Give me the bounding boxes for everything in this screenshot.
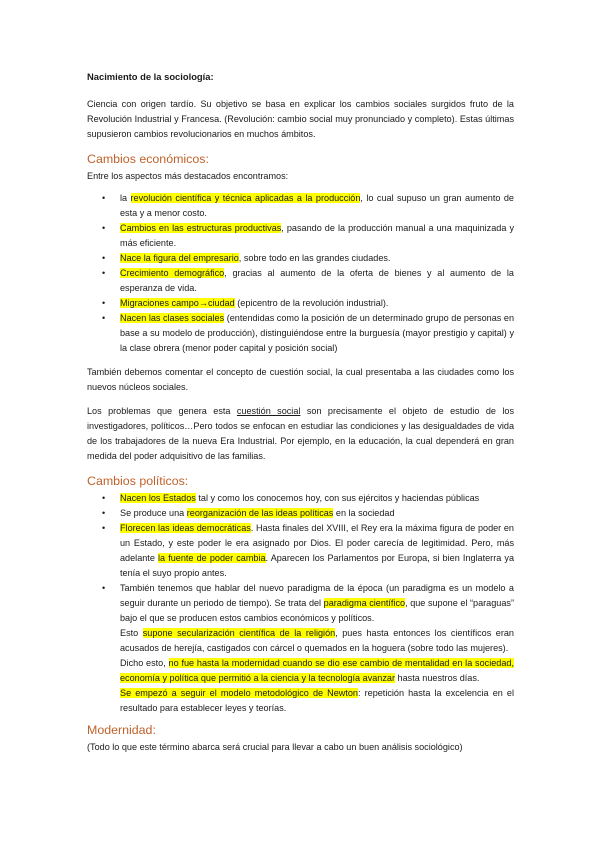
text-run: Esto	[120, 628, 143, 638]
highlighted-text: Cambios en las estructuras productivas	[120, 223, 282, 233]
text-run: (Todo lo que este término abarca será crucial para llevar a cabo un buen análisis sociológico)	[87, 742, 463, 752]
highlighted-text: reorganización de las ideas políticas	[186, 508, 334, 518]
list-item	[102, 581, 514, 716]
list-item	[102, 491, 514, 506]
section-heading-modernity: Modernidad:	[87, 723, 156, 737]
document-title: Nacimiento de la sociología:	[87, 71, 214, 82]
text-run: , sobre todo en las grandes ciudades.	[238, 253, 391, 263]
list-item	[102, 296, 514, 311]
section-heading-political: Cambios políticos:	[87, 474, 189, 488]
text-run: . Hasta finales del XVIII, el Rey era la máxima figura de poder en un Estado, y este poder le era asignado por Dios. El poder carecía de legitimidad. Pero, más adelante	[120, 523, 514, 563]
list-item	[102, 521, 515, 581]
text-run: , lo cual supuso un gran aumento de esta y a menor costo.	[120, 193, 514, 218]
political-list	[87, 491, 514, 716]
bullet-icon: •	[102, 493, 106, 503]
modernity-paragraph	[87, 740, 514, 755]
bullet-icon: •	[102, 583, 106, 593]
highlighted-text: Crecimiento demográfico	[120, 268, 225, 278]
highlighted-text: revolución científica y técnica aplicadas a la producción	[130, 193, 361, 203]
text-run: la	[120, 193, 131, 203]
text-run: (entendidas como la posición de un determinado grupo de personas en base a su modelo de producción), distinguiéndose entre la burguesía (mayor prestigio y capital) y la clase obrera (menor poder capital y posición social)	[120, 313, 514, 353]
text-run: son precisamente el objeto de estudio de los investigadores, políticos…Pero todos se enfocan en estudiar las condiciones y las desigualdades de vida de los trabajadores de la nueva Era Industrial. Por ejemplo, en la educación, la cual dependerá en gran medida del poder adquisitivo de las familias.	[87, 406, 515, 461]
list-item	[102, 251, 514, 266]
list-item	[102, 221, 514, 251]
economic-paragraph-1	[87, 365, 514, 395]
bullet-icon: •	[102, 253, 106, 263]
text-run: Se produce una	[120, 508, 187, 518]
section-heading-economic: Cambios económicos:	[87, 152, 209, 166]
text-run: También debemos comentar el concepto de cuestión social, la cual presentaba a las ciudades como los nuevos núcleos sociales.	[87, 367, 514, 392]
text-run: en la sociedad	[333, 508, 395, 518]
economic-list	[87, 191, 514, 356]
text-run: También tenemos que hablar del nuevo paradigma de la época (un paradigma es un modelo a seguir durante un periodo de tiempo). Se trata del	[120, 583, 514, 608]
list-item	[102, 506, 514, 521]
highlighted-text: no fue hasta la modernidad cuando se dio ese cambio de mentalidad en la sociedad, economía y política que permitió a la ciencia y la tecnología avanzar	[120, 658, 514, 683]
bullet-icon: •	[102, 313, 106, 323]
bullet-icon: •	[102, 298, 106, 308]
list-item	[102, 266, 514, 296]
text-run: Entre los aspectos más destacados encontramos:	[87, 171, 289, 181]
list-item	[102, 311, 514, 356]
highlighted-text: Se empezó a seguir el modelo metodológico de Newton	[120, 688, 358, 698]
economic-paragraph-2	[87, 404, 514, 464]
highlighted-text: paradigma científico	[323, 598, 406, 608]
economic-lead	[87, 169, 514, 184]
text-run: . Aparecen los Parlamentos por Europa, si bien Inglaterra ya tenía el suyo propio antes.	[120, 553, 515, 578]
text-run: , gracias al aumento de la oferta de bienes y al aumento de la esperanza de vida.	[120, 268, 514, 293]
highlighted-text: la fuente de poder cambia	[158, 553, 266, 563]
highlighted-text: Nacen las clases sociales	[120, 313, 225, 323]
text-run: (epicentro de la revolución industrial).	[234, 298, 389, 308]
text-run: : repetición hasta la excelencia en el resultado para establecer leyes y teorías.	[120, 688, 514, 713]
underlined-term: cuestión social	[236, 406, 301, 416]
text-run: , pasando de la producción manual a una maquinizada y más eficiente.	[120, 223, 514, 248]
text-run: Dicho esto,	[120, 658, 169, 668]
bullet-icon: •	[102, 193, 106, 203]
highlighted-text: supone secularización científica de la religión	[142, 628, 336, 638]
list-item	[102, 191, 514, 221]
text-run: hasta nuestros días.	[395, 673, 480, 683]
highlighted-text: Nace la figura del empresario	[120, 253, 239, 263]
text-run: Los problemas que genera esta	[87, 406, 237, 416]
highlighted-text: Nacen los Estados	[120, 493, 196, 503]
intro-paragraph	[87, 97, 514, 142]
text-run: , que supone el “paraguas” bajo el que se producen estos cambios económicos y políticos.	[120, 598, 514, 623]
bullet-icon: •	[102, 523, 106, 533]
bullet-icon: •	[102, 223, 106, 233]
highlighted-text: Florecen las ideas democráticas	[120, 523, 251, 533]
text-run: tal y como los conocemos hoy, con sus ejércitos y haciendas públicas	[195, 493, 480, 503]
bullet-icon: •	[102, 508, 106, 518]
highlighted-text: Migraciones campo→ciudad	[120, 298, 235, 308]
bullet-icon: •	[102, 268, 106, 278]
text-run: Ciencia con origen tardío. Su objetivo se basa en explicar los cambios sociales surgidos fruto de la Revolución Industrial y Francesa. (Revolución: cambio social muy pronunciado y completo). Estas últimas supusieron cambios revolucionarios en muchos ámbitos.	[87, 99, 514, 139]
text-run: , pues hasta entonces los científicos eran acusados de herejía, castigados con cárcel o quemados en la hoguera (sobre todo las mujeres).	[120, 628, 514, 653]
